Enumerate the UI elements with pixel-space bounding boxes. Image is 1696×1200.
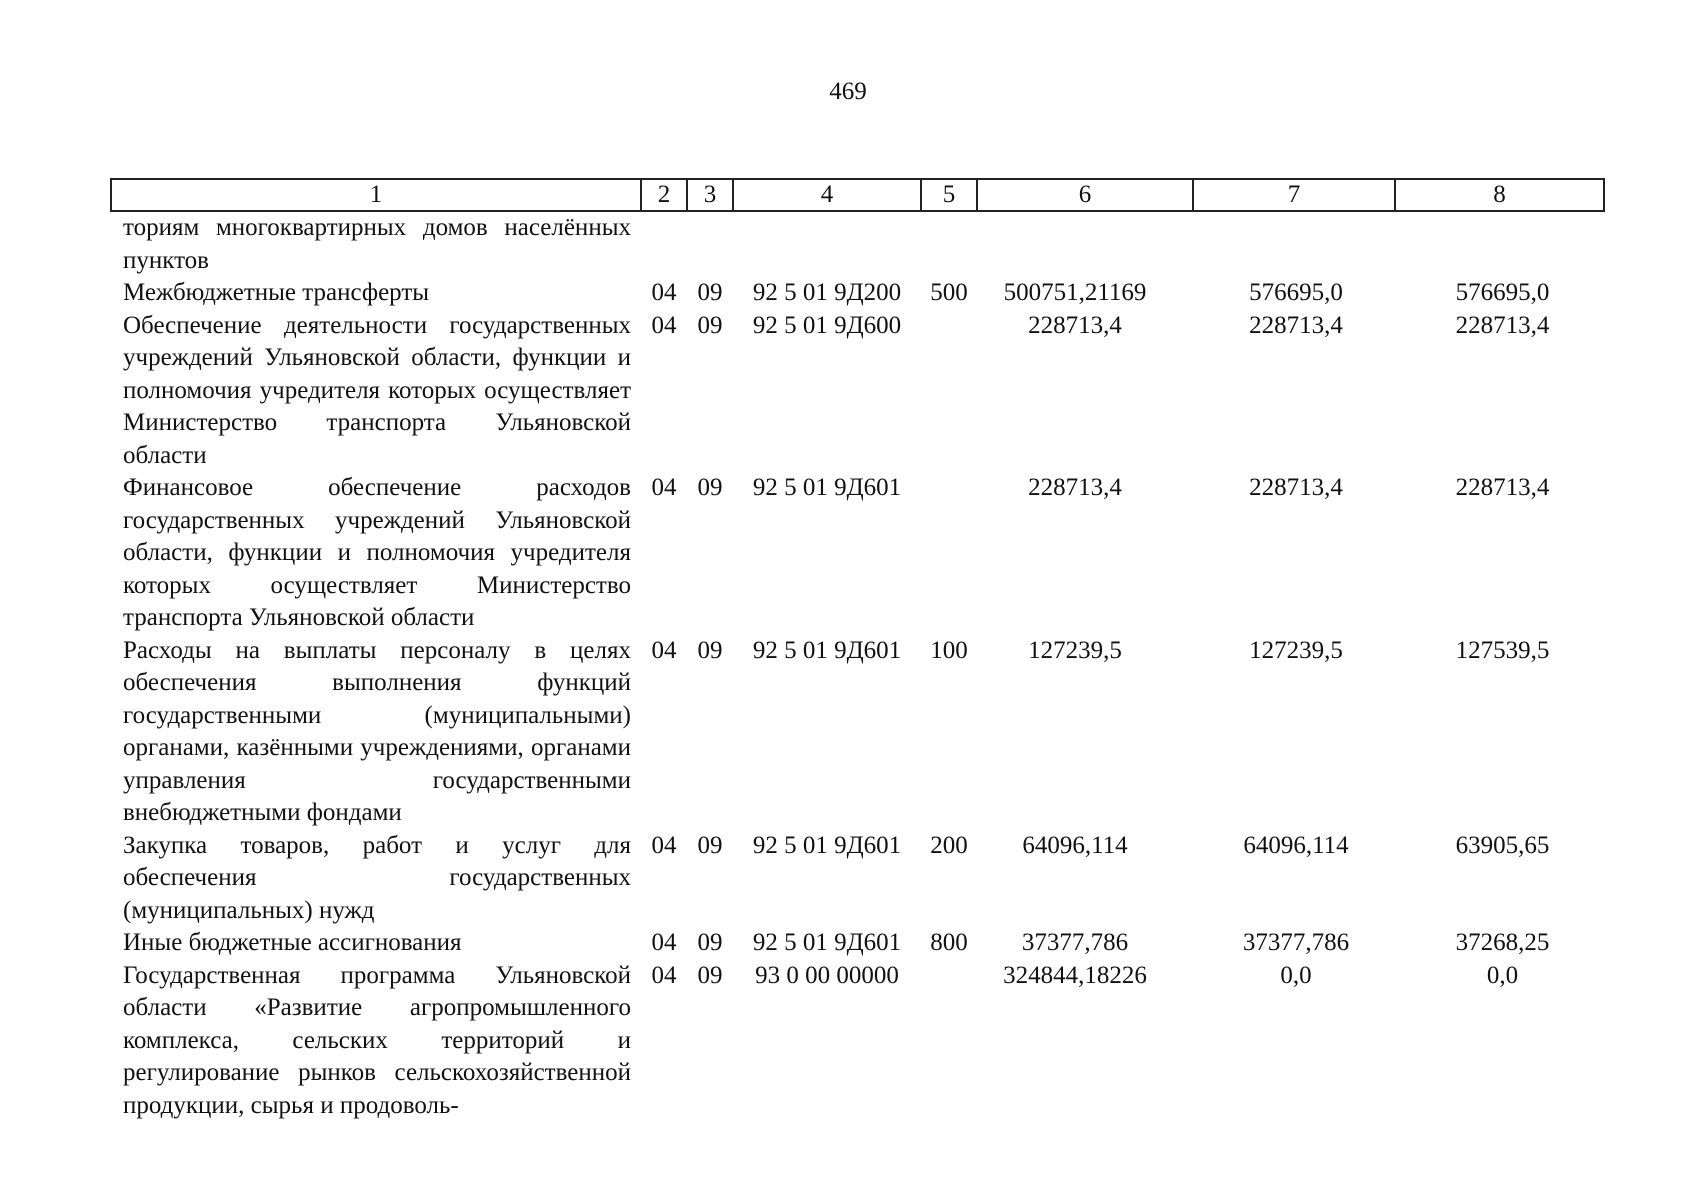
subsection-code: 09: [697, 311, 723, 339]
amount-col-8: 37268,25: [1455, 929, 1550, 956]
subsection-code: 09: [697, 474, 723, 501]
subsection-code: 09: [697, 961, 723, 989]
amount-col-7: 228713,4: [1249, 474, 1343, 501]
amount-col-7: [1193, 211, 1395, 277]
target-article-code: 92 5 01 9Д200: [752, 279, 902, 306]
amount-col-7: 64096,114: [1243, 831, 1349, 859]
row-name: Иные бюджетные ассигнования: [123, 929, 462, 956]
subsection-code: 09: [697, 929, 723, 956]
table-header-row: [111, 179, 1604, 211]
section-code: 04: [651, 636, 677, 664]
target-article-code: 92 5 01 9Д601: [752, 474, 902, 501]
amount-col-6: 127239,5: [1028, 636, 1122, 664]
section-code: 04: [651, 831, 677, 859]
amount-col-6: 228713,4: [1028, 311, 1122, 339]
section-code: 04: [651, 929, 677, 956]
table-row: [111, 927, 1604, 960]
amount-col-6: 37377,786: [1021, 929, 1129, 956]
table-row: [111, 211, 1604, 277]
target-article-code: 92 5 01 9Д601: [752, 831, 902, 859]
subsection-code: 09: [697, 831, 723, 859]
amount-col-6: [977, 211, 1193, 277]
expense-type-code: 800: [930, 929, 968, 956]
amount-col-7: 0,0: [1280, 961, 1312, 989]
amount-col-8: 228713,4: [1455, 311, 1550, 339]
target-article-code: [733, 211, 921, 277]
column-header: 5: [921, 179, 977, 211]
column-header: 2: [641, 179, 687, 211]
row-name: Финансовое обеспечение расходов государственных учреждений Ульяновской области, функции и полномочия учредителя которых осуществляет Министерство транспорта Ульяновской области: [123, 474, 631, 631]
row-name: ториям многоквартирных домов населённых пунктов: [123, 214, 631, 274]
amount-col-8: 63905,65: [1455, 831, 1550, 859]
row-name: Межбюджетные трансферты: [123, 279, 430, 306]
table-row: [111, 960, 1604, 1123]
section-code: 04: [651, 311, 677, 339]
amount-col-6: 500751,21169: [1003, 279, 1147, 306]
column-header: 4: [733, 179, 921, 211]
amount-col-8: 127539,5: [1455, 636, 1550, 664]
section-code: 04: [651, 474, 677, 501]
section-code: 04: [651, 961, 677, 989]
expense-type-code: [921, 472, 977, 635]
row-name: Расходы на выплаты персоналу в целях обеспечения выполнения функций государственными (муниципальными) органами, казёнными учреждениями, органами управления государственными внебюджетными фондами: [123, 636, 631, 826]
column-header: 8: [1395, 179, 1604, 211]
amount-col-7: 37377,786: [1242, 929, 1350, 956]
table-row: [111, 635, 1604, 830]
budget-table-container: [110, 178, 1603, 1122]
target-article-code: 92 5 01 9Д600: [752, 311, 902, 339]
amount-col-8: 0,0: [1486, 961, 1519, 989]
expense-type-code: 200: [930, 831, 968, 859]
expense-type-code: [921, 310, 977, 473]
row-name: Государственная программа Ульяновской области «Развитие агропромышленного комплекса, сельских территорий и регулирование рынков сельскохозяйственной продукции, сырья и продоволь-: [123, 961, 631, 1119]
expense-type-code: 100: [930, 636, 968, 664]
column-header: 7: [1193, 179, 1395, 211]
column-header: 6: [977, 179, 1193, 211]
amount-col-7: 228713,4: [1249, 311, 1343, 339]
target-article-code: 92 5 01 9Д601: [752, 636, 902, 664]
amount-col-7: 576695,0: [1249, 279, 1343, 306]
amount-col-8: 576695,0: [1455, 279, 1550, 306]
amount-col-8: [1395, 211, 1604, 277]
table-row: [111, 472, 1604, 635]
budget-table: [110, 178, 1605, 1122]
row-name: Закупка товаров, работ и услуг для обеспечения государственных (муниципальных) нужд: [123, 831, 631, 924]
expense-type-code: 500: [930, 279, 968, 306]
table-row: [111, 277, 1604, 310]
amount-col-6: 64096,114: [1022, 831, 1128, 859]
section-code: [641, 211, 687, 277]
amount-col-7: 127239,5: [1249, 636, 1343, 664]
expense-type-code: [921, 211, 977, 277]
row-name: Обеспечение деятельности государственных учреждений Ульяновской области, функции и полномочия учредителя которых осуществляет Министерство транспорта Ульяновской области: [123, 311, 631, 469]
table-row: [111, 830, 1604, 928]
column-header: 3: [687, 179, 733, 211]
amount-col-8: 228713,4: [1455, 474, 1550, 501]
subsection-code: 09: [697, 279, 723, 306]
column-header: 1: [111, 179, 641, 211]
section-code: 04: [651, 279, 677, 306]
amount-col-6: 228713,4: [1028, 474, 1122, 501]
target-article-code: 93 0 00 00000: [755, 961, 899, 989]
amount-col-6: 324844,18226: [1003, 961, 1147, 989]
table-row: [111, 310, 1604, 473]
page-number: 469: [829, 78, 867, 105]
subsection-code: [687, 211, 733, 277]
subsection-code: 09: [697, 636, 723, 664]
target-article-code: 92 5 01 9Д601: [752, 929, 902, 956]
expense-type-code: [921, 960, 977, 1123]
